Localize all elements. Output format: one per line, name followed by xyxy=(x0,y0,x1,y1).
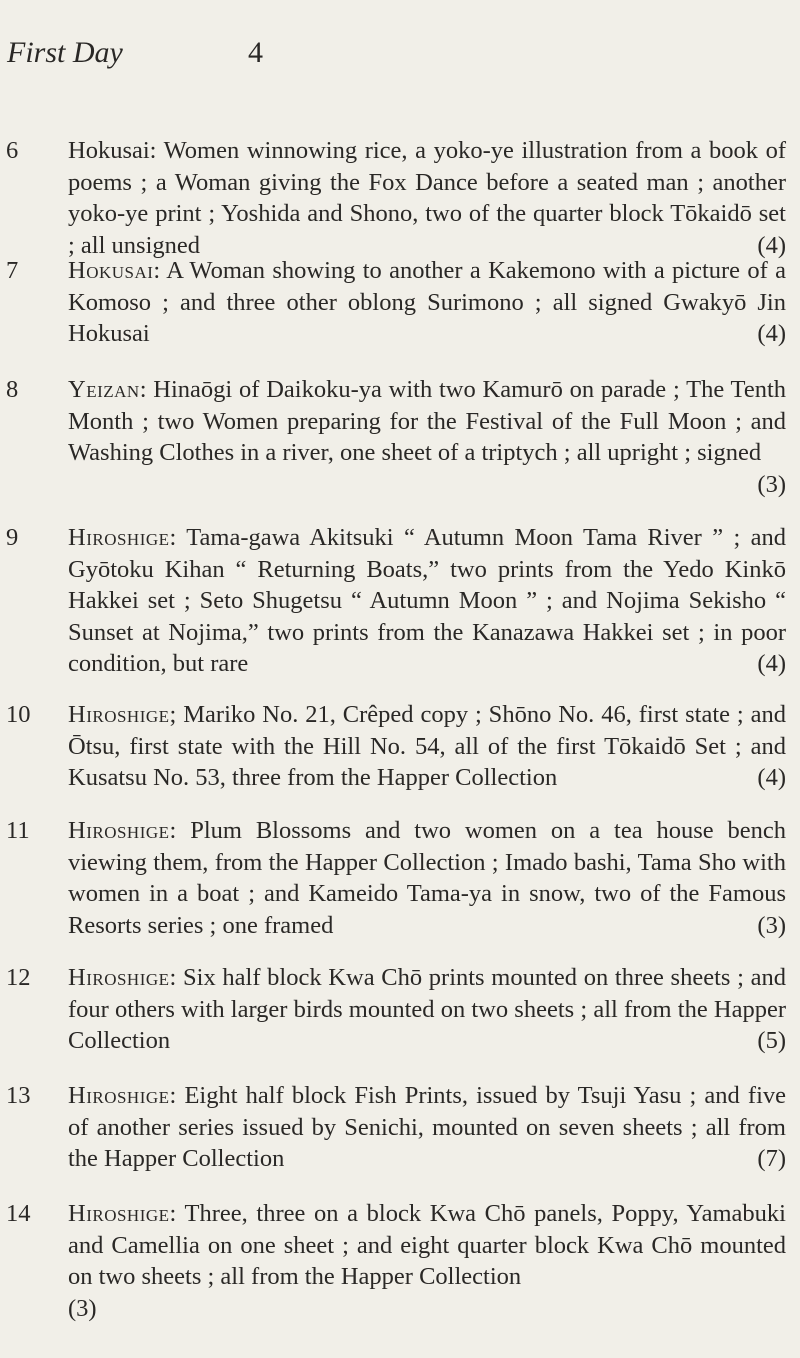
lot-count: (3) xyxy=(68,1294,97,1322)
lot-description xyxy=(68,522,786,680)
lot-desc: : Tama-gawa Akitsuki “ Autumn Moon Tama River ” ; and Gyōtoku Kihan “ Returning Boats,” two prints from the Yedo Kinkō Hakkei set ; Seto Shugetsu “ Autumn Moon ” ; and Nojima Sekisho “ Sunset at Nojima,” two prints from the Kanazawa Hakkei set ; in poor condition, but rare xyxy=(68,524,786,677)
lot-count: (3) xyxy=(757,470,786,498)
lot-count: (4) xyxy=(757,320,786,347)
lot-artist: Hiroshige xyxy=(68,524,170,551)
lot-description xyxy=(68,1080,786,1175)
lot-count: (4) xyxy=(757,764,786,791)
lot-count: (5) xyxy=(757,1027,786,1054)
lot-number: 7 xyxy=(6,257,19,284)
lot-count: (3) xyxy=(757,911,786,939)
lot-description xyxy=(68,255,786,350)
lot-number: 12 xyxy=(6,964,31,991)
lot-description xyxy=(68,962,786,1057)
lot-number: 9 xyxy=(6,524,19,551)
lot-artist: Hiroshige xyxy=(68,1082,170,1109)
lot-description xyxy=(68,135,786,261)
lot-artist: Yeizan xyxy=(68,376,140,403)
running-title: First Day xyxy=(7,36,123,69)
lot-desc: ; Mariko No. 21, Crêped copy ; Shōno No. 46, first state ; and Ōtsu, first state with the Hill No. 54, all of the first Tōkaidō Set ; and Kusatsu No. 53, three from the Happer Collection xyxy=(68,701,786,791)
lot-desc: : Women winnowing rice, a yoko-ye illustration from a book of poems ; a Woman giving the Fox Dance before a seated man ; another yoko-ye print ; Yoshida and Shono, two of the quarter block Tōkaidō set ; all unsigned xyxy=(68,137,786,259)
lot-number: 13 xyxy=(6,1082,31,1109)
lot-artist: Hiroshige xyxy=(68,817,170,844)
lot-artist: Hiroshige xyxy=(68,964,170,991)
lot-description xyxy=(68,699,786,794)
lot-desc: : Six half block Kwa Chō prints mounted on three sheets ; and four others with larger birds mounted on two sheets ; all from the Happer Collection xyxy=(68,964,786,1054)
lot-desc: : Eight half block Fish Prints, issued by Tsuji Yasu ; and five of another series issued by Senichi, mounted on seven sheets ; all from the Happer Collection xyxy=(68,1082,786,1172)
page-header xyxy=(0,36,800,76)
lot-desc: : Plum Blossoms and two women on a tea house bench viewing them, from the Happer Collection ; Imado bashi, Tama Sho with women in a boat ; and Kameido Tama-ya in snow, two of the Famous Resorts series ; one framed xyxy=(68,817,786,939)
lot-desc: : Hinaōgi of Daikoku-ya with two Kamurō on parade ; The Tenth Month ; two Women preparing for the Festival of the Full Moon ; and Washing Clothes in a river, one sheet of a triptych ; all upright ; signed xyxy=(68,376,786,466)
lot-count: (7) xyxy=(757,1145,786,1172)
lot-count: (4) xyxy=(757,231,786,259)
lot-artist: Hiroshige xyxy=(68,1200,170,1227)
lot-count: (4) xyxy=(757,650,786,677)
lot-artist: Hokusai xyxy=(68,257,154,284)
lot-desc: : Three, three on a block Kwa Chō panels, Poppy, Yamabuki and Camellia on one sheet ; and eight quarter block Kwa Chō mounted on two sheets ; all from the Happer Collection xyxy=(68,1200,786,1290)
lot-description xyxy=(68,1198,786,1324)
lot-number: 8 xyxy=(6,376,19,403)
lot-artist: Hokusai xyxy=(68,137,150,164)
lot-number: 6 xyxy=(6,137,19,164)
page-number: 4 xyxy=(248,36,263,69)
lot-number: 10 xyxy=(6,701,31,728)
lot-description xyxy=(68,374,786,500)
lot-desc: : A Woman showing to another a Kakemono with a picture of a Komoso ; and three other oblong Surimono ; all signed Gwakyō Jin Hokusai xyxy=(68,257,786,347)
lot-number: 11 xyxy=(6,817,30,844)
lot-artist: Hiroshige xyxy=(68,701,170,728)
lot-description xyxy=(68,815,786,941)
lot-number: 14 xyxy=(6,1200,31,1227)
